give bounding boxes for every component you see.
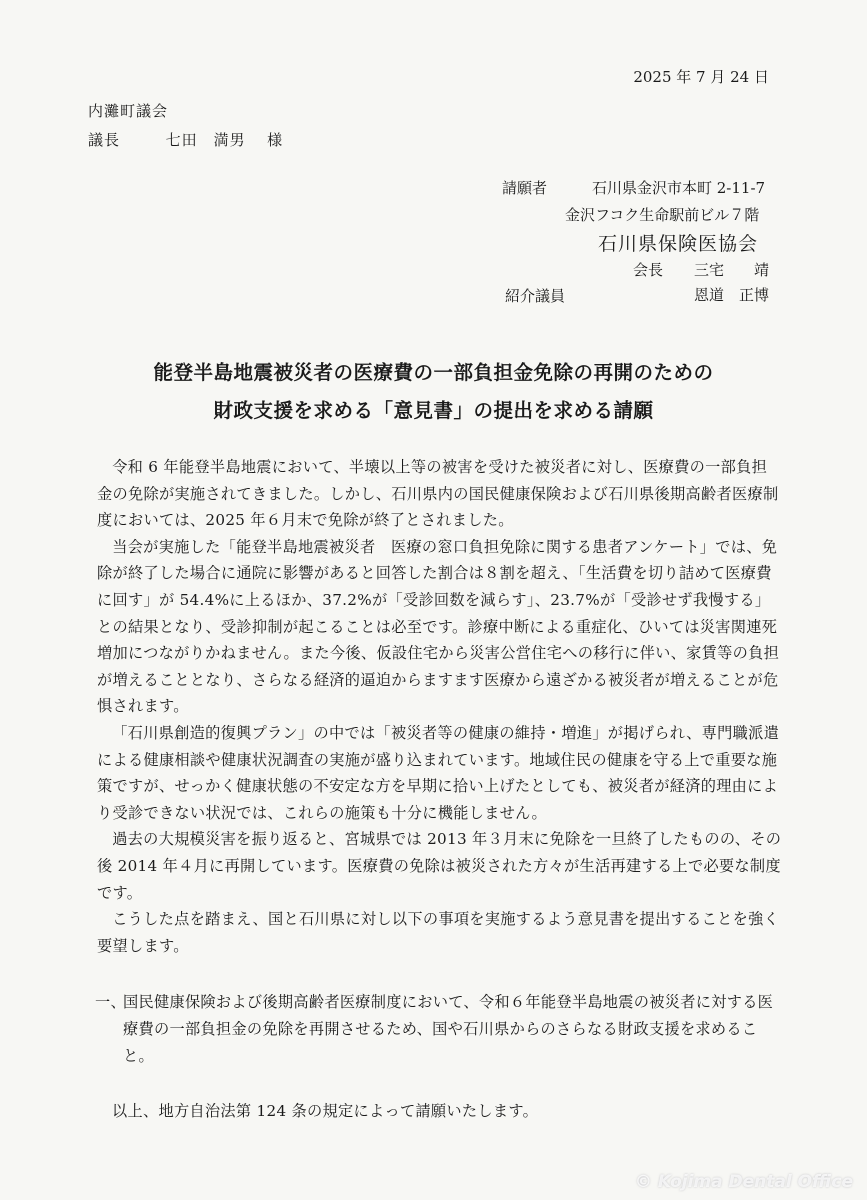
- watermark: © Kojima Dental Office: [634, 1172, 853, 1192]
- body-text: [97, 454, 782, 959]
- chair-honorific: 様: [267, 131, 284, 149]
- closing-statement: 以上、地方自治法第 124 条の規定によって請願いたします。: [112, 1102, 539, 1120]
- president-title: 会長: [633, 261, 664, 279]
- introducer-label: 紹介議員: [505, 287, 566, 305]
- petitioner-address-line1: 石川県金沢市本町 2-11-7: [592, 179, 766, 197]
- body-paragraph: こうした点を踏まえ、国と石川県に対し以下の事項を実施するよう意見書を提出することを強く要望します。: [97, 910, 780, 955]
- body-paragraph: 「石川県創造的復興プラン」の中では「被災者等の健康の維持・増進」が掲げられ、専門職派遣による健康相談や健康状況調査の実施が盛り込まれています。地域住民の健康を守る上で重要な施策ですが、せっかく健康状態の不安定な方を早期に拾い上げたとしても、被災者が経済的理由により受診できない状況では、これらの施策も十分に機能しません。: [97, 723, 780, 822]
- petitioner-label: 請願者: [502, 179, 548, 197]
- document-title-line1: 能登半島地震被災者の医療費の一部負担金免除の再開のための: [153, 361, 714, 384]
- chair-name: 七田 満男: [165, 131, 246, 149]
- petitioner-address-line2: 金沢フコク生命駅前ビル７階: [565, 206, 760, 224]
- chair-title: 議長: [88, 131, 121, 149]
- body-paragraph: 当会が実施した「能登半島地震被災者 医療の窓口負担免除に関する患者アンケート」では、免除が終了した場合に通院に影響があると回答した割合は８割を超え、「生活費を切り詰めて医療費に回す」が 54.4%に上るほか、37.2%が「受診回数を減らす」、23.7%が「受診せず我慢する」との結果となり、受診抑制が起こることは必至です。診療中断による重症化、ひいては災害関連死増加につながりかねません。また今後、仮設住宅から災害公営住宅への移行に伴い、家賃等の負担が増えることとなり、さらなる経済的逼迫からますます医療から遠ざかる被災者が増えることが危惧されます。: [97, 537, 780, 716]
- addressee-council: 内灘町議会: [88, 102, 169, 120]
- president-name: 三宅 靖: [694, 261, 770, 279]
- introducer-name: 恩道 正博: [694, 286, 770, 304]
- request-marker: 一、: [95, 993, 126, 1011]
- request-text: 国民健康保険および後期高齢者医療制度において、令和６年能登半島地震の被災者に対する医療費の一部負担金の免除を再開させるため、国や石川県からのさらなる財政支援を求めること。: [123, 993, 774, 1065]
- body-paragraph: 令和 6 年能登半島地震において、半壊以上等の被害を受けた被災者に対し、医療費の一部負担金の免除が実施されてきました。しかし、石川県内の国民健康保険および石川県後期高齢者医療制度においては、2025 年６月末で免除が終了とされました。: [97, 458, 779, 530]
- addressee-chair: [88, 129, 283, 150]
- body-paragraph: 過去の大規模災害を振り返ると、宮城県では 2013 年３月末に免除を一旦終了したものの、その後 2014 年４月に再開しています。医療費の免除は被災された方々が生活再建する上で必要な制度です。: [97, 830, 782, 902]
- document-title-line2: 財政支援を求める「意見書」の提出を求める請願: [213, 399, 654, 422]
- document-date: 2025 年 7 月 24 日: [633, 68, 769, 86]
- request-item: [95, 989, 785, 1069]
- petitioner-organization: 石川県保険医協会: [598, 233, 759, 255]
